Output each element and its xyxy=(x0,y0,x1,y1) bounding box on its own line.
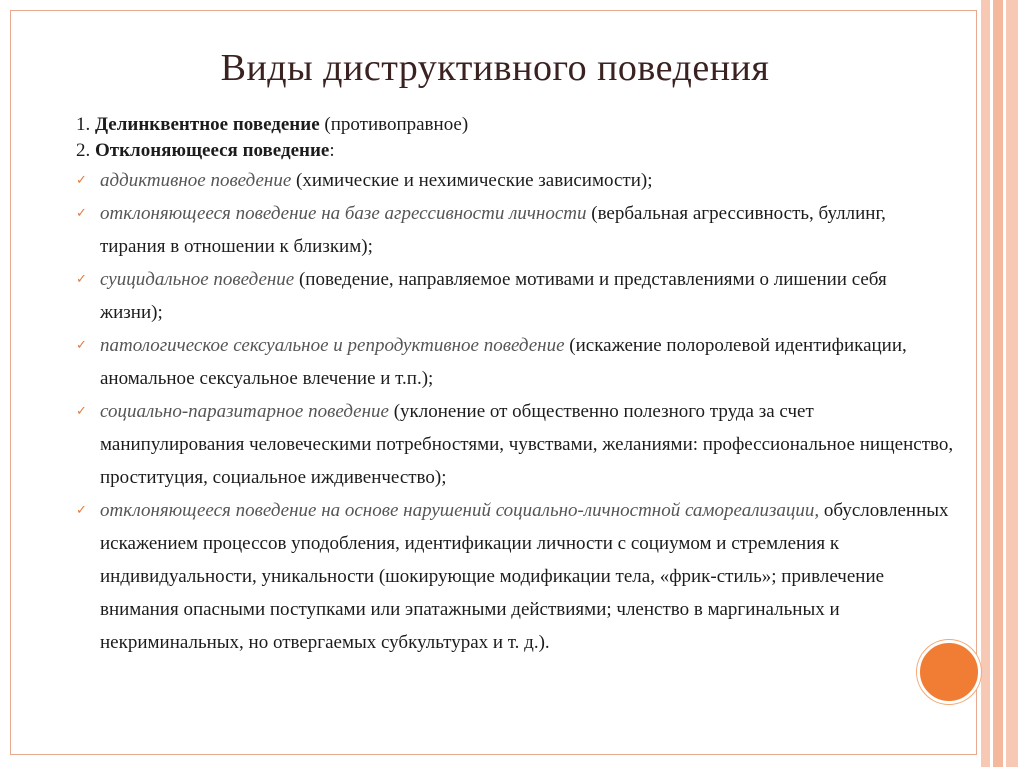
check-icon: ✓ xyxy=(76,404,87,419)
slide-title: Виды диструктивного поведения xyxy=(220,47,770,89)
item-term: Делинквентное поведение xyxy=(95,114,320,135)
sub-item-text: (уклонение от общественно полезного труда за счет манипулирования человеческими потребностями, чувствами, желаниями: профессиональное нищенство, проституция, социальное иждивенчество); xyxy=(100,401,954,488)
check-icon: ✓ xyxy=(76,206,87,221)
decorative-circle xyxy=(917,640,981,704)
decorative-stripes xyxy=(978,0,1024,767)
sub-item-self-realization xyxy=(76,494,954,659)
sub-item-text: (поведение, направляемое мотивами и представлениями о лишении себя жизни); xyxy=(100,269,887,323)
sub-item-parasitic xyxy=(76,395,954,494)
item-number: 1. xyxy=(76,114,91,135)
sub-item-text: (вербальная агрессивность, буллинг, тирания в отношении к близким); xyxy=(100,203,886,257)
slide-content xyxy=(76,112,954,659)
sub-item-sexual xyxy=(76,329,954,395)
list-item-2 xyxy=(76,138,954,164)
item-term: Отклоняющееся поведение xyxy=(95,140,330,161)
check-icon: ✓ xyxy=(76,338,87,353)
item-number: 2. xyxy=(76,140,91,161)
sub-item-text: обусловленных искажением процессов уподобления, идентификации личности с социумом и стремления к индивидуальности, уникальности (шокирующие модификации тела, «фрик-стиль»; привлечение внимания опасными поступками или эпатажными действиями; членство в маргинальных и некриминальных, но отвергаемых субкультурах и т. д.). xyxy=(100,500,949,653)
list-item-1 xyxy=(76,112,954,138)
sub-item-term: патологическое сексуальное и репродуктивное поведение xyxy=(100,335,565,356)
check-icon: ✓ xyxy=(76,173,87,188)
sub-item-text: (химические и нехимические зависимости); xyxy=(291,170,653,191)
sub-item-term: суицидальное поведение xyxy=(100,269,295,290)
sub-item-term: социально-паразитарное поведение xyxy=(100,401,389,422)
sub-item-term: отклоняющееся поведение на основе нарушений социально-личностной самореализации, xyxy=(100,500,820,521)
sub-item-aggressive xyxy=(76,197,954,263)
item-text: : xyxy=(329,140,335,161)
check-icon: ✓ xyxy=(76,503,87,518)
sub-item-term: отклоняющееся поведение на базе агрессивности личности xyxy=(100,203,587,224)
item-text: (противоправное) xyxy=(319,114,469,135)
sub-item-addictive xyxy=(76,164,954,197)
sub-item-suicidal xyxy=(76,263,954,329)
sub-item-term: аддиктивное поведение xyxy=(100,170,292,191)
sub-item-text: (искажение полоролевой идентификации, аномальное сексуальное влечение и т.п.); xyxy=(100,335,907,389)
check-icon: ✓ xyxy=(76,272,87,287)
